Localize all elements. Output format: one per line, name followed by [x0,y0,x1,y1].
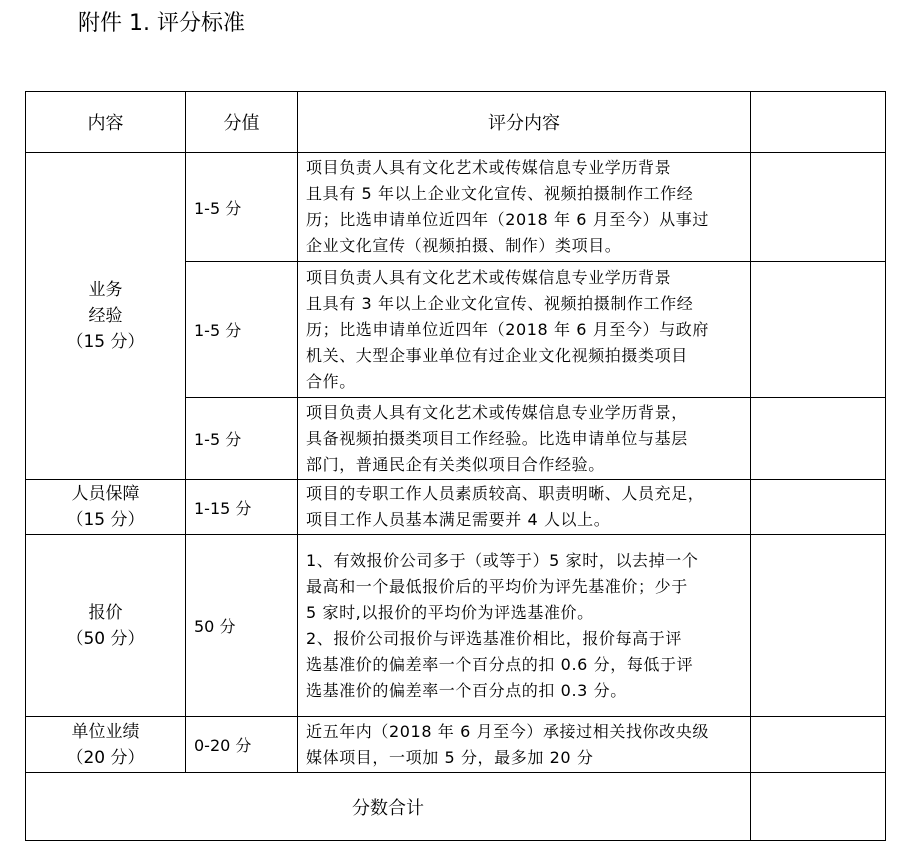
remarks-cell [751,398,886,480]
score-value: 50 分 [186,535,298,717]
header-row [26,92,886,153]
criteria-line: 5 家时,以报价的平均价为评选基准价。 [306,602,594,622]
criteria-line: 选基准价的偏差率一个百分点的扣 0.6 分，每低于评 [306,654,694,674]
criteria-line: 2、报价公司报价与评选基准价相比，报价每高于评 [306,628,682,648]
table-row [26,153,886,262]
criteria-line: 选基准价的偏差率一个百分点的扣 0.3 分。 [306,680,627,700]
table-row [26,480,886,535]
score-value: 0-20 分 [186,717,298,773]
criteria-text [298,535,751,717]
category-price [26,535,186,717]
remarks-cell [751,535,886,717]
table-row [26,717,886,773]
remarks-cell [751,262,886,398]
header-score: 分值 [186,92,298,153]
score-value: 1-5 分 [186,262,298,398]
category-label: 报价 [88,602,123,623]
total-value-cell [751,773,886,841]
category-points: （15 分） [66,510,145,530]
header-criteria: 评分内容 [298,92,751,153]
criteria-line: 机关、大型企事业单位有过企业文化视频拍摄类项目 [306,345,688,365]
criteria-line: 且具有 3 年以上企业文化宣传、视频拍摄制作工作经 [306,293,694,313]
category-label: 单位业绩 [71,721,140,742]
criteria-line: 具备视频拍摄类项目工作经验。比选申请单位与基层 [306,428,688,448]
criteria-line: 历；比选申请单位近四年（2018 年 6 月至今）从事过 [306,210,709,229]
criteria-text [298,262,751,398]
score-value: 1-15 分 [186,480,298,535]
criteria-text [298,480,751,535]
criteria-line: 历；比选申请单位近四年（2018 年 6 月至今）与政府 [306,319,709,339]
category-label: 经验 [88,306,123,326]
total-row [26,773,886,841]
category-performance [26,717,186,773]
criteria-line: 最高和一个最低报价后的平均价为评先基准价；少于 [306,576,688,596]
remarks-cell [751,153,886,262]
criteria-text [298,153,751,262]
remarks-cell [751,717,886,773]
score-value: 1-5 分 [186,153,298,262]
criteria-line: 媒体项目，一项加 5 分，最多加 20 分 [306,747,594,767]
criteria-line: 部门，普通民企有关类似项目合作经验。 [306,454,605,474]
criteria-line: 项目工作人员基本满足需要并 4 人以上。 [306,510,611,529]
remarks-cell [751,480,886,535]
criteria-line: 项目负责人具有文化艺术或传媒信息专业学历背景 [306,267,672,287]
criteria-text [298,717,751,773]
scoring-table [25,91,886,841]
category-label: 人员保障 [71,484,140,504]
category-staffing [26,480,186,535]
criteria-line: 项目负责人具有文化艺术或传媒信息专业学历背景 [306,158,672,177]
category-label: 业务 [88,280,123,300]
total-label: 分数合计 [26,773,751,841]
header-blank-cell [751,92,886,153]
page-title: 附件 1. 评分标准 [78,11,245,36]
header-content: 内容 [26,92,186,153]
criteria-line: 项目的专职工作人员素质较高、职责明晰、人员充足， [306,484,705,503]
criteria-line: 合作。 [306,371,356,391]
criteria-line: 近五年内（2018 年 6 月至今）承接过相关找你改央级 [306,721,709,741]
category-business-experience [26,153,186,480]
table-row [26,535,886,717]
criteria-text [298,398,751,480]
category-points: （15 分） [66,332,145,352]
criteria-line: 企业文化宣传（视频拍摄、制作）类项目。 [306,236,622,255]
criteria-line: 且具有 5 年以上企业文化宣传、视频拍摄制作工作经 [306,184,694,203]
category-points: （50 分） [66,628,145,649]
criteria-line: 项目负责人具有文化艺术或传媒信息专业学历背景， [306,402,688,422]
category-points: （20 分） [66,747,145,768]
criteria-line: 1、有效报价公司多于（或等于）5 家时，以去掉一个 [306,550,699,570]
score-value: 1-5 分 [186,398,298,480]
